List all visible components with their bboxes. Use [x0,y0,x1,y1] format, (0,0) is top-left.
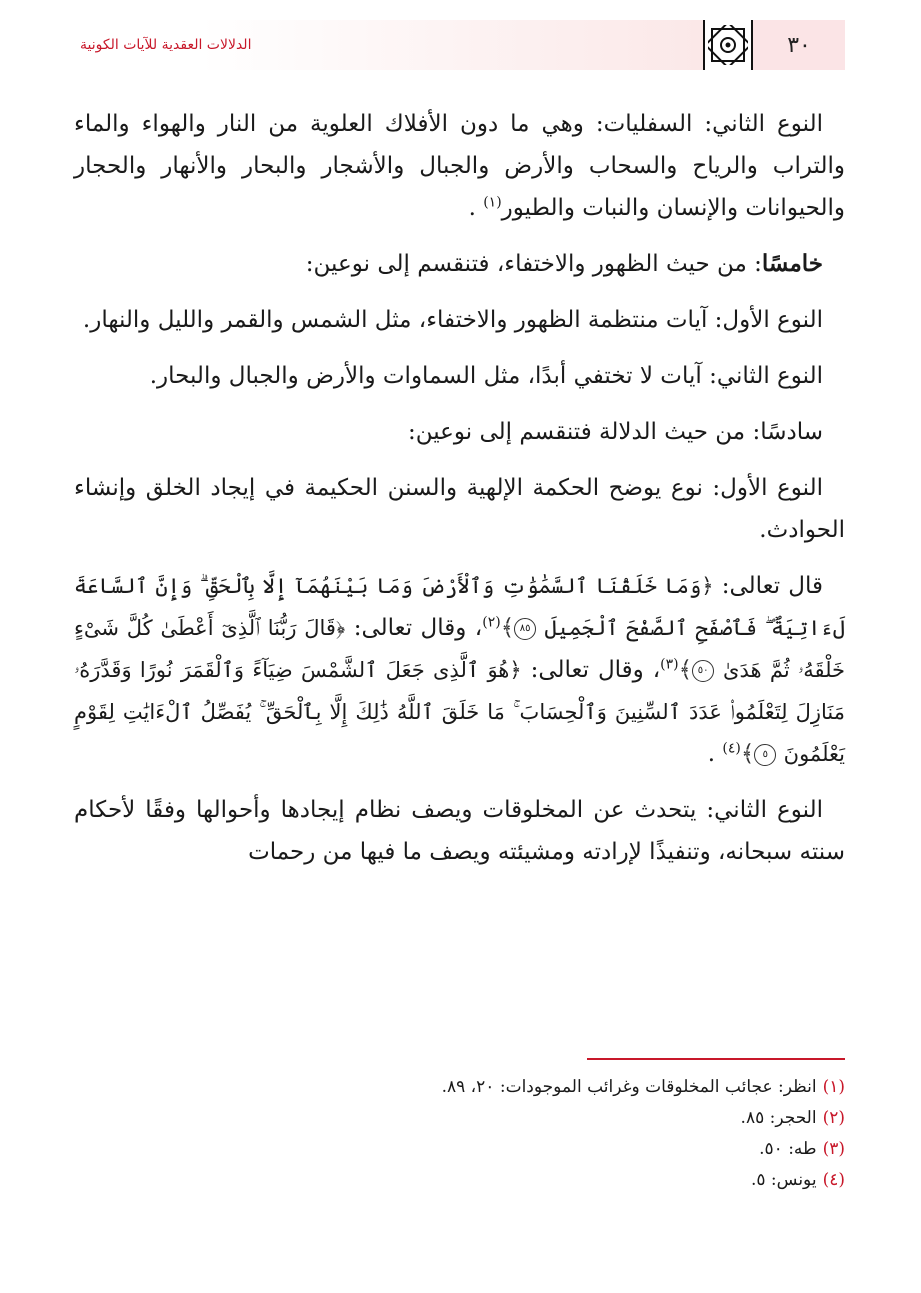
running-title: الدلالات العقدية للآيات الكونية [80,37,252,53]
geometric-star-ornament-icon [703,20,753,70]
footnote-ref[interactable]: (٣) [660,656,679,673]
page-number: ٣٠ [787,32,811,58]
footnote: (٣)طه: ٥٠. [759,1139,845,1159]
quran-verse: ﴿هُوَ ٱلَّذِى جَعَلَ ٱلشَّمْسَ ضِيَآءً وَٱلْقَمَرَ نُورًا وَقَدَّرَهُۥ مَنَازِلَ لِتَعْلَمُوا۟ عَدَدَ ٱلسِّنِينَ وَٱلْحِسَابَ ۚ مَا خَلَقَ ٱللَّهُ ذَٰلِكَ إِلَّا بِٱلْحَقِّ ۚ يُفَصِّلُ ٱلْءَايَٰتِ لِقَوْمٍ يَعْلَمُونَ [74,658,845,766]
footnote-number: (١) [822,1077,845,1097]
footnote-ref[interactable]: (٤) [722,740,741,757]
footnote: (٤)يونس: ٥. [750,1170,845,1190]
ayah-number-icon: ٨٥ [514,618,536,640]
paragraph: سادسًا: من حيث الدلالة فتنقسم إلى نوعين: [407,419,823,445]
quran-verse: ﴿قَالَ رَبُّنَا ٱلَّذِىٓ أَعْطَىٰ كُلَّ شَىْءٍ خَلْقَهُۥ ثُمَّ هَدَىٰ [74,616,846,682]
footnote-divider [587,1058,845,1060]
footnote-number: (٣) [822,1139,845,1159]
running-title-strip [74,20,703,70]
footnote: (١)انظر: عجائب المخلوقات وغرائب الموجودات: ٢٠، ٨٩. [441,1077,845,1097]
section-lead: خامسًا [761,250,823,277]
footnote-number: (٤) [822,1170,845,1190]
ayah-number-icon: ٥٠ [692,660,714,682]
footnote: (٢)الحجر: ٨٥. [740,1108,845,1128]
footnote-ref[interactable]: (٢) [482,614,501,631]
footnote-number: (٢) [822,1108,845,1128]
paragraph: النوع الثاني: يتحدث عن المخلوقات ويصف نظام إيجادها وأحوالها وفقًا لأحكام سنته سبحانه، وتنفيذًا لإرادته ومشيئته ويصف ما فيها من رحمات [74,797,845,865]
paragraph: خامسًا: من حيث الظهور والاختفاء، فتنقسم إلى نوعين: [305,250,823,277]
main-text [74,103,845,887]
ayah-number-icon: ٥ [754,744,776,766]
page-header [74,20,845,70]
page-number-box [753,20,845,70]
footnotes [74,1072,845,1196]
footnote-ref[interactable]: (١) [483,194,502,211]
paragraph: النوع الثاني: السفليات: وهي ما دون الأفلاك العلوية من النار والهواء والماء والتراب والرياح والسحاب والأرض والجبال والأشجار والبحار والأنهار والحجار والحيوانات والإنسان والنبات والطيور$^{(١)}$ . [74,111,845,221]
quran-paragraph: قال تعالى: ﴿وَمَا خَلَقْنَا ٱلسَّمَٰوَٰتِ وَٱلْأَرْضَ وَمَا بَيْنَهُمَآ إِلَّا بِٱلْحَقِّ ۗ وَإِنَّ ٱلسَّاعَةَ لَءَاتِيَةٌ ۖ فَٱصْفَحِ ٱلصَّفْحَ ٱلْجَمِيلَ ٨٥﴾$^{(٢)}$، وقال تعالى: ﴿قَالَ رَبُّنَا ٱلَّذِىٓ أَعْطَىٰ كُلَّ شَىْءٍ خَلْقَهُۥ ثُمَّ هَدَىٰ ٥٠﴾$^{(٣)}$، وقال تعالى: ﴿هُوَ ٱلَّذِى جَعَلَ ٱلشَّمْسَ ضِيَآءً وَٱلْقَمَرَ نُورًا وَقَدَّرَهُۥ مَنَازِلَ لِتَعْلَمُوا۟ عَدَدَ ٱلسِّنِينَ وَٱلْحِسَابَ ۚ مَا خَلَقَ ٱللَّهُ ذَٰلِكَ إِلَّا بِٱلْحَقِّ ۚ يُفَصِّلُ ٱلْءَايَٰتِ لِقَوْمٍ يَعْلَمُونَ ٥﴾$^{(٤)}$ . [74,573,846,767]
quran-verse: ﴿وَمَا خَلَقْنَا ٱلسَّمَٰوَٰتِ وَٱلْأَرْضَ وَمَا بَيْنَهُمَآ إِلَّا بِٱلْحَقِّ ۗ وَإِنَّ ٱلسَّاعَةَ لَءَاتِيَةٌ ۖ فَٱصْفَحِ ٱلصَّفْحَ ٱلْجَمِيلَ [74,574,846,640]
paragraph: النوع الثاني: آيات لا تختفي أبدًا، مثل السماوات والأرض والجبال والبحار. [149,363,823,389]
paragraph: النوع الأول: نوع يوضح الحكمة الإلهية والسنن الحكيمة في إيجاد الخلق وإنشاء الحوادث. [74,475,845,543]
paragraph: النوع الأول: آيات منتظمة الظهور والاختفاء، مثل الشمس والقمر والليل والنهار. [82,307,823,333]
